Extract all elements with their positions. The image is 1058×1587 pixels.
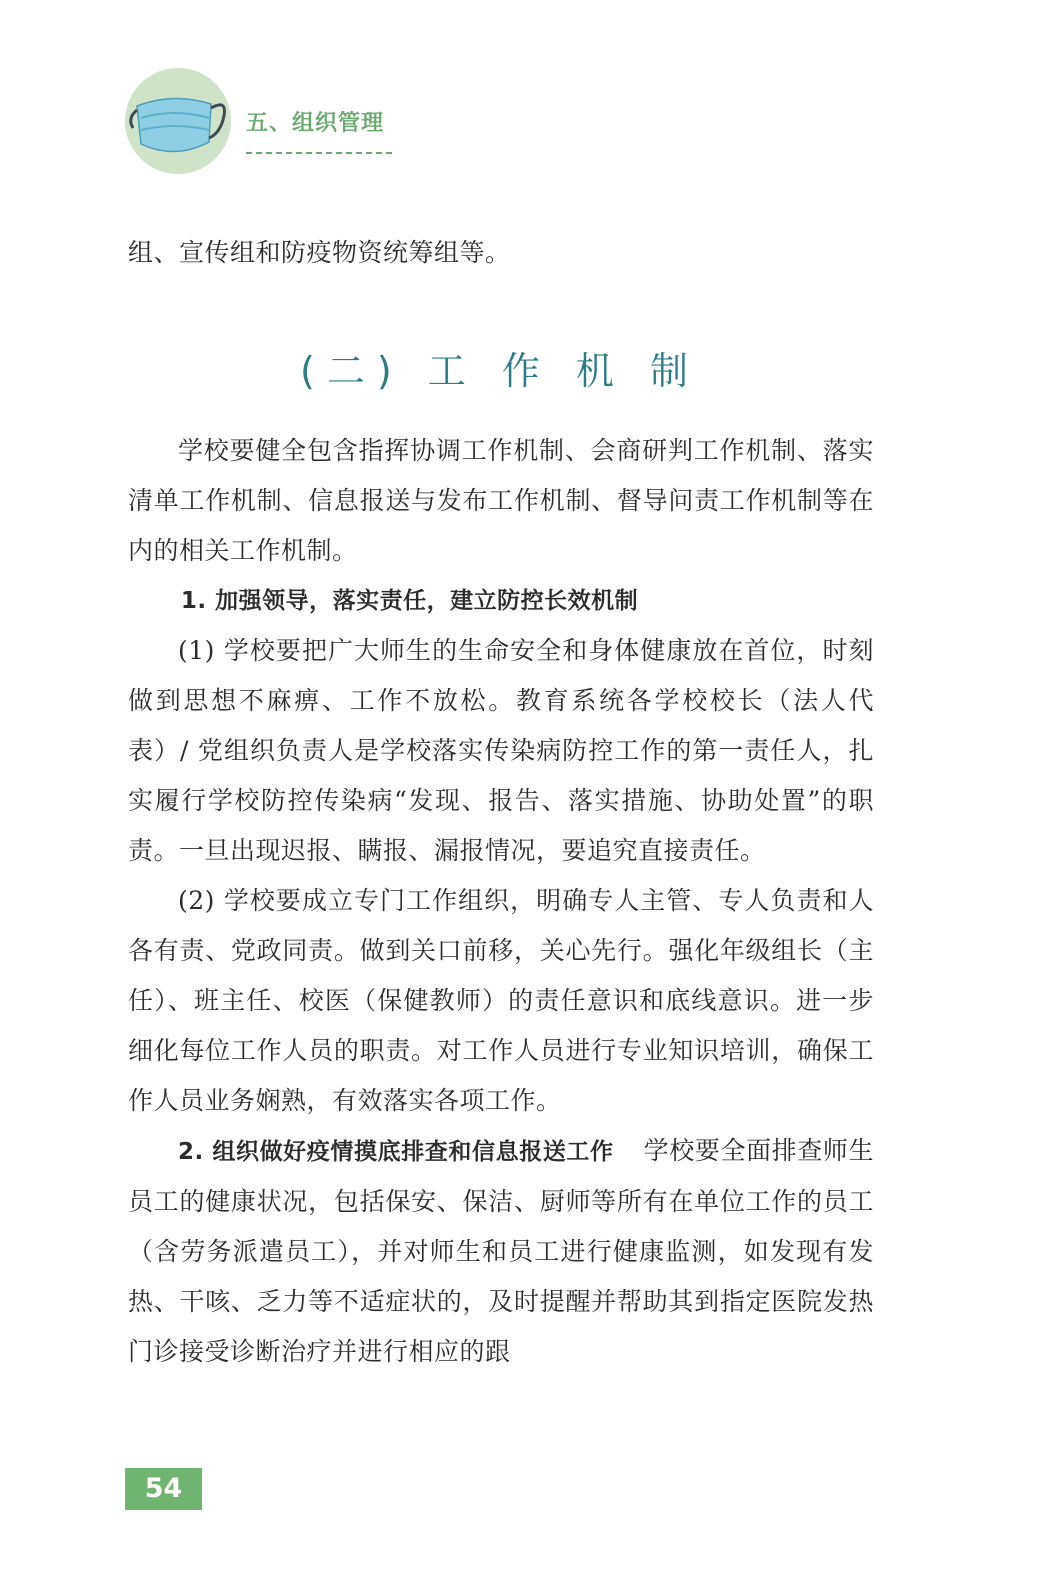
intro-paragraph: 学校要健全包含指挥协调工作机制、会商研判工作机制、落实清单工作机制、信息报送与发布工作机制、督导问责工作机制等在内的相关工作机制。: [128, 436, 874, 565]
main-content: [128, 426, 874, 1377]
subsection-1-heading: 1. 加强领导，落实责任，建立防控长效机制: [180, 588, 639, 614]
section-heading: (二) 工 作 机 制: [300, 349, 700, 393]
subsection-2-heading: 2. 组织做好疫情摸底排查和信息报送工作: [178, 1139, 614, 1165]
face-mask-icon: [125, 68, 231, 174]
subsection-2-text: 学校要全面排查师生员工的健康状况，包括保安、保洁、厨师等所有在单位工作的员工（含劳务派遣员工），并对师生和员工进行健康监测，如发现有发热、干咳、乏力等不适症状的，及时提醒并帮助其到指定医院发热门诊接受诊断治疗并进行相应的跟: [128, 1136, 874, 1366]
chapter-header: [125, 68, 425, 178]
chapter-title: 五、组织管理: [246, 111, 385, 136]
chapter-title-underline: [246, 152, 392, 154]
item-1-paragraph: (1) 学校要把广大师生的生命安全和身体健康放在首位，时刻做到思想不麻痹、工作不放松。教育系统各学校校长（法人代表）/ 党组织负责人是学校落实传染病防控工作的第一责任人，扎实履行学校防控传染病“发现、报告、落实措施、协助处置”的职责。一旦出现迟报、瞒报、漏报情况，要追究直接责任。: [128, 636, 874, 865]
item-2-paragraph: (2) 学校要成立专门工作组织，明确专人主管、专人负责和人各有责、党政同责。做到关口前移，关心先行。强化年级组长（主任）、班主任、校医（保健教师）的责任意识和底线意识。进一步细化每位工作人员的职责。对工作人员进行专业知识培训，确保工作人员业务娴熟，有效落实各项工作。: [128, 886, 874, 1115]
page-number: 54: [125, 1468, 202, 1510]
subsection-2-paragraph: [128, 1126, 874, 1377]
continuation-text: 组、宣传组和防疫物资统筹组等。: [128, 238, 511, 267]
